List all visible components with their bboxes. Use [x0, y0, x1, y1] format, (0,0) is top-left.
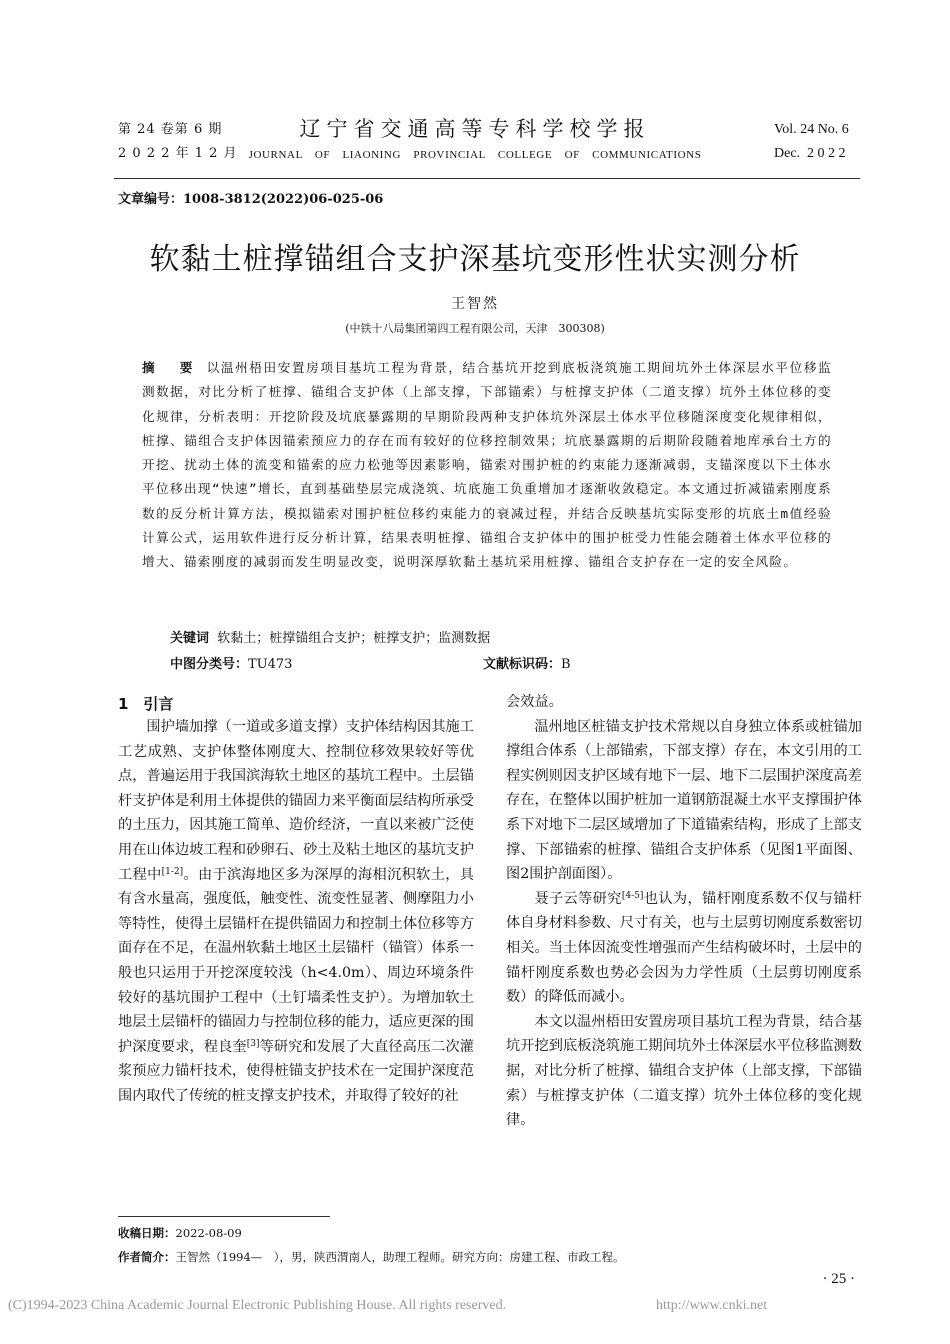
keywords — [170, 627, 490, 646]
section-heading: 1 引言 — [118, 695, 174, 713]
keywords-label: 关键词 — [170, 631, 210, 646]
keywords-text: 软黏土；桩撑锚组合支护；桩撑支护；监测数据 — [217, 631, 491, 646]
date-en: Dec. 2 0 2 2 — [774, 146, 846, 161]
paragraph: 聂子云等研究[4-5]也认为，锚杆刚度系数不仅与锚杆体自身材料参数、尺寸有关，也与土层剪切刚度系数密切相关。当土体因流变性增强而产生结构破坏时，土层中的锚杆刚度系数也势必会因为力学性质（土层剪切刚度系数）的降低而减小。 — [506, 890, 862, 1006]
received-date — [118, 1225, 242, 1241]
volume-en: Vol. 24 No. 6 — [774, 122, 849, 137]
citation[interactable]: [1-2] — [161, 866, 184, 877]
paragraph-continuation: 会效益。 — [506, 694, 563, 710]
page-number: · 25 · — [822, 1271, 855, 1287]
paragraph: 温州地区桩锚支护技术常规以自身独立体系或桩锚加撑组合体系（上部锚索，下部支撑）存在，本文引用的工程实例则因支护区域有地下一层、地下二层围护深度高差存在，在整体以围护桩加一道钢筋混凝土水平支撑围护体系下对地下二层区域增加了下道锚索结构，形成了上部支撑、下部锚索的桩撑、锚组合支护体系（见图1平面图、图2围护剖面图）。 — [506, 718, 862, 883]
journal-title — [240, 114, 710, 166]
copyright-notice: (C)1994-2023 China Academic Journal Electronic Publishing House. All rights reserved. — [8, 1298, 507, 1313]
site-link[interactable]: http://www.cnki.net — [656, 1298, 768, 1313]
classification-label: 中图分类号： — [170, 657, 249, 672]
journal-title-en: JOURNAL OF LIAONING PROVINCIAL COLLEGE OF COMMUNICATIONS — [248, 149, 702, 161]
paragraph: 围护墙加撑（一道或多道支撑）支护体结构因其施工工艺成熟、支护体整体刚度大、控制位移效果较好等优点，普遍运用于我国滨海软土地区的基坑工程中。土层锚杆支护体是利用土体提供的锚固力来平衡面层结构所承受的土压力，因其施工简单、造价经济，一直以来被广泛使用在山体边坡工程和砂卵石、砂土及粘土地区的基坑支护工程中[1-2]。由于滨海地区多为深厚的海相沉积软土，具有含水量高，强度低，触变性、流变性显著、侧摩阻力小等特性，使得土层锚杆在提供锚固力和控制土体位移等方面存在不足，在温州软黏土地区土层锚杆（锚管）体系一般也只运用于开挖深度较浅（h<4.0m）、周边环境条件较好的基坑围护工程中（土钉墙柔性支护）。为增加软土地层土层锚杆的锚固力与控制位移的能力，适应更深的围护深度要求，程良奎[3]等研究和发展了大直径高压二次灌浆预应力锚杆技术，使得桩锚支护技术在一定围护深度范围内取代了传统的桩支撑支护技术，并取得了较好的社 — [118, 719, 474, 1104]
issue-info-en — [774, 118, 870, 166]
citation[interactable]: [4-5] — [621, 890, 644, 901]
document-code — [483, 653, 571, 672]
classification-number — [170, 653, 292, 672]
footnote-rule — [118, 1216, 330, 1217]
received-value: 2022-08-09 — [175, 1226, 242, 1240]
right-column — [506, 690, 862, 1133]
author-name: 王智然 — [451, 296, 499, 312]
classification-value: TU473 — [248, 657, 293, 672]
article-number: 文章编号：1008-3812(2022)06-025-06 — [118, 192, 384, 207]
abstract-label: 摘 要 — [142, 360, 199, 375]
left-column — [118, 715, 474, 1109]
abstract-text: 以温州梧田安置房项目基坑工程为背景，结合基坑开挖到底板浇筑施工期间坑外土体深层水平位移监测数据，对比分析了桩撑、锚组合支护体（上部支撑，下部锚索）与桩撑支护体（二道支撑）坑外土体位移的变化规律，分析表明：开挖阶段及坑底暴露期的早期阶段两种支护体坑外深层土体水平位移随深度变化规律相似，桩撑、锚组合支护体因锚索预应力的存在而有较好的位移控制效果；坑底暴露期的后期阶段随着地库承台土方的开挖、扰动土体的流变和锚索的应力松弛等因素影响，锚索对围护桩的约束能力逐渐减弱，支锚深度以下土体水平位移出现“快速”增长，直到基础垫层完成浇筑、坑底施工负重增加才逐渐收敛稳定。本文通过折减锚索刚度系数的反分析计算方法，模拟锚索对围护桩位移约束能力的衰减过程，并结合反映基坑实际变形的坑底土m值经验计算公式，运用软件进行反分析计算，结果表明桩撑、锚组合支护体中的围护桩受力性能会随着土体水平位移的增大、锚索刚度的减弱而发生明显改变，说明深厚软黏土基坑采用桩撑、锚组合支护存在一定的安全风险。 — [142, 360, 832, 570]
citation[interactable]: [3] — [246, 1038, 260, 1049]
author-bio — [118, 1249, 625, 1265]
bio-text: 王智然（1994— ），男，陕西渭南人，助理工程师。研究方向：房建工程、市政工程。 — [175, 1250, 625, 1264]
author-affiliation: (中铁十八局集团第四工程有限公司，天津 300308) — [345, 322, 605, 335]
issue-info-cn — [118, 118, 238, 166]
volume-cn: 第 24 卷第 6 期 — [118, 122, 223, 137]
received-label: 收稿日期： — [118, 1226, 176, 1240]
date-cn: 2 0 2 2 年 1 2 月 — [118, 146, 238, 161]
document-code-label: 文献标识码： — [483, 657, 562, 672]
journal-title-cn: 辽宁省交通高等专科学校学报 — [299, 117, 651, 141]
article-title: 软黏土桩撑锚组合支护深基坑变形性状实测分析 — [149, 242, 801, 277]
paragraph: 本文以温州梧田安置房项目基坑工程为背景，结合基坑开挖到底板浇筑施工期间坑外土体深层水平位移监测数据，对比分析了桩撑、锚组合支护体（上部支撑，下部锚索）与桩撑支护体（二道支撑）坑外土体位移的变化规律。 — [506, 1013, 862, 1129]
header-rule — [114, 178, 860, 179]
abstract — [142, 356, 832, 575]
document-code-value: B — [561, 657, 571, 672]
bio-label: 作者简介： — [118, 1250, 176, 1264]
